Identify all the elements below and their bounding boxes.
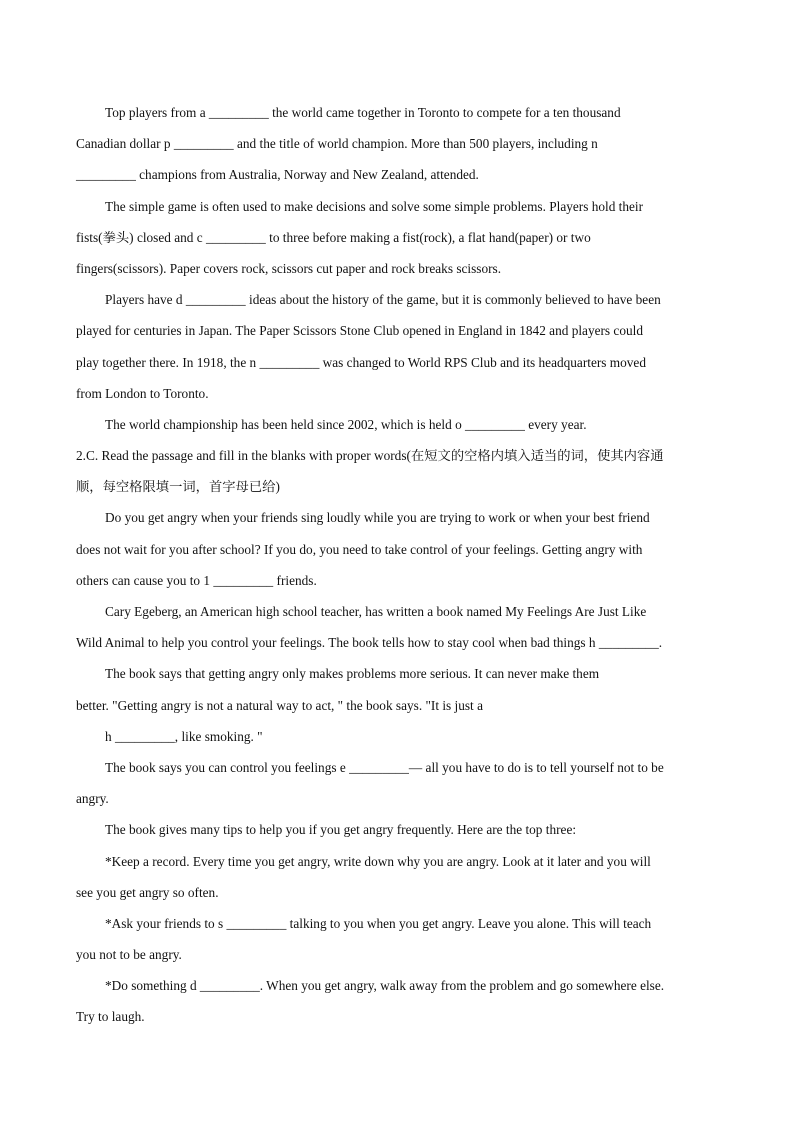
paragraph-line: angry.: [76, 791, 109, 807]
question-heading-line: 顺，每空格限填一词，首字母已给): [76, 479, 280, 495]
paragraph-line: does not wait for you after school? If you do, you need to take control of your feelings. Getting angry with: [76, 541, 643, 557]
paragraph-line: Players have d _________ ideas about the history of the game, but it is commonly believed to have been: [105, 292, 661, 308]
document-page: [76, 97, 726, 1033]
question-heading-line: 2.C. Read the passage and fill in the blanks with proper words(在短文的空格内填入适当的词，使其内容通: [76, 448, 664, 464]
paragraph-line: others can cause you to 1 _________ friends.: [76, 572, 317, 588]
paragraph-line: The world championship has been held since 2002, which is held o _________ every year.: [105, 416, 587, 432]
paragraph-line: The book says that getting angry only makes problems more serious. It can never make them: [105, 666, 600, 682]
paragraph-line: Canadian dollar p _________ and the title of world champion. More than 500 players, including n: [76, 136, 598, 152]
paragraph-line: better. "Getting angry is not a natural way to act, " the book says. "It is just a: [76, 697, 483, 713]
paragraph-line: Cary Egeberg, an American high school teacher, has written a book named My Feelings Are Just Like: [105, 604, 647, 619]
paragraph-line: *Ask your friends to s _________ talking to you when you get angry. Leave you alone. This will teach: [105, 915, 652, 931]
paragraph-line: see you get angry so often.: [76, 884, 219, 900]
paragraph-line: The book gives many tips to help you if you get angry frequently. Here are the top three:: [105, 822, 577, 838]
paragraph-line: *Do something d _________. When you get angry, walk away from the problem and go somewhere else.: [105, 978, 665, 994]
paragraph-line: you not to be angry.: [76, 947, 182, 963]
paragraph-line: Top players from a _________ the world came together in Toronto to compete for a ten thousand: [105, 105, 621, 120]
passage-1: [76, 97, 726, 440]
paragraph-line: play together there. In 1918, the n _________ was changed to World RPS Club and its headquarters moved: [76, 354, 646, 370]
paragraph-line: fingers(scissors). Paper covers rock, scissors cut paper and rock breaks scissors.: [76, 260, 502, 276]
paragraph-line: The simple game is often used to make decisions and solve some simple problems. Players hold their: [105, 198, 644, 214]
paragraph-line: Do you get angry when your friends sing loudly while you are trying to work or when your best friend: [105, 510, 650, 526]
question-2-heading: [76, 440, 726, 502]
paragraph-line: *Keep a record. Every time you get angry, write down why you are angry. Look at it later and you will: [105, 853, 651, 869]
paragraph-line: _________ champions from Australia, Norway and New Zealand, attended.: [76, 167, 479, 183]
paragraph-line: Try to laugh.: [76, 1009, 145, 1025]
passage-2: [76, 502, 726, 1032]
paragraph-line: Wild Animal to help you control your feelings. The book tells how to stay cool when bad things h _________.: [76, 635, 663, 651]
paragraph-line: played for centuries in Japan. The Paper Scissors Stone Club opened in England in 1842 and players could: [76, 323, 643, 339]
paragraph-line: fists(拳头) closed and c _________ to three before making a fist(rock), a flat hand(paper) or two: [76, 229, 591, 245]
paragraph-line: from London to Toronto.: [76, 385, 209, 401]
paragraph-line: The book says you can control you feelings e _________— all you have to do is to tell yourself not to be: [105, 759, 664, 775]
paragraph-line: h _________, like smoking. ": [105, 728, 263, 744]
